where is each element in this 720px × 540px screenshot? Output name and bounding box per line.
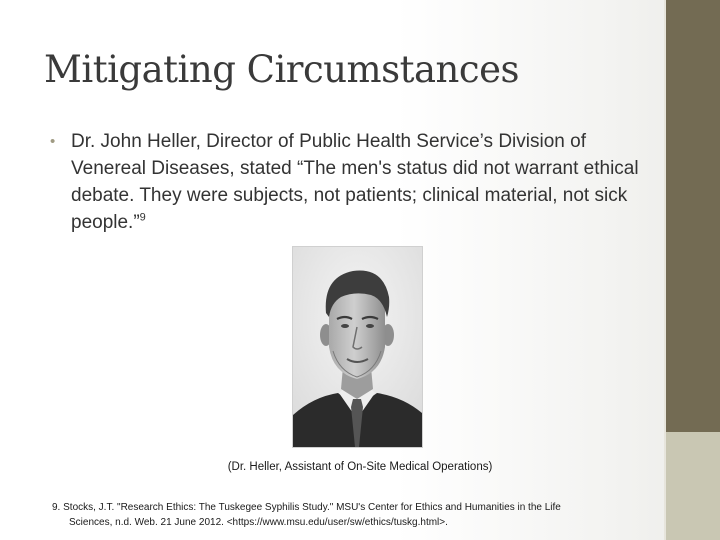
bullet-quote: Dr. John Heller, Director of Public Health Service’s Division of Venereal Diseases, stated “The men's status did not warrant ethical debate. They were subjects, not patients; clinical material, not sick people.” xyxy=(71,131,639,233)
bullet-icon: • xyxy=(50,133,56,150)
photo-caption: (Dr. Heller, Assistant of On-Site Medical Operations) xyxy=(227,461,493,473)
footnote xyxy=(52,500,652,530)
slide-title: Mitigating Circumstances xyxy=(44,48,519,91)
side-bar-accent xyxy=(666,432,720,540)
footnote-line-1: 9. Stocks, J.T. "Research Ethics: The Tuskegee Syphilis Study." MSU's Center for Ethics and Humanities in the Life xyxy=(52,502,561,513)
portrait-photo xyxy=(292,246,423,448)
bullet-text xyxy=(71,128,640,236)
footnote-ref: 9 xyxy=(139,211,146,224)
portrait-illustration xyxy=(293,247,422,447)
bullet-item xyxy=(50,128,640,236)
footnote-line-2: Sciences, n.d. Web. 21 June 2012. <https://www.msu.edu/user/sw/ethics/tuskg.html>. xyxy=(69,517,448,528)
